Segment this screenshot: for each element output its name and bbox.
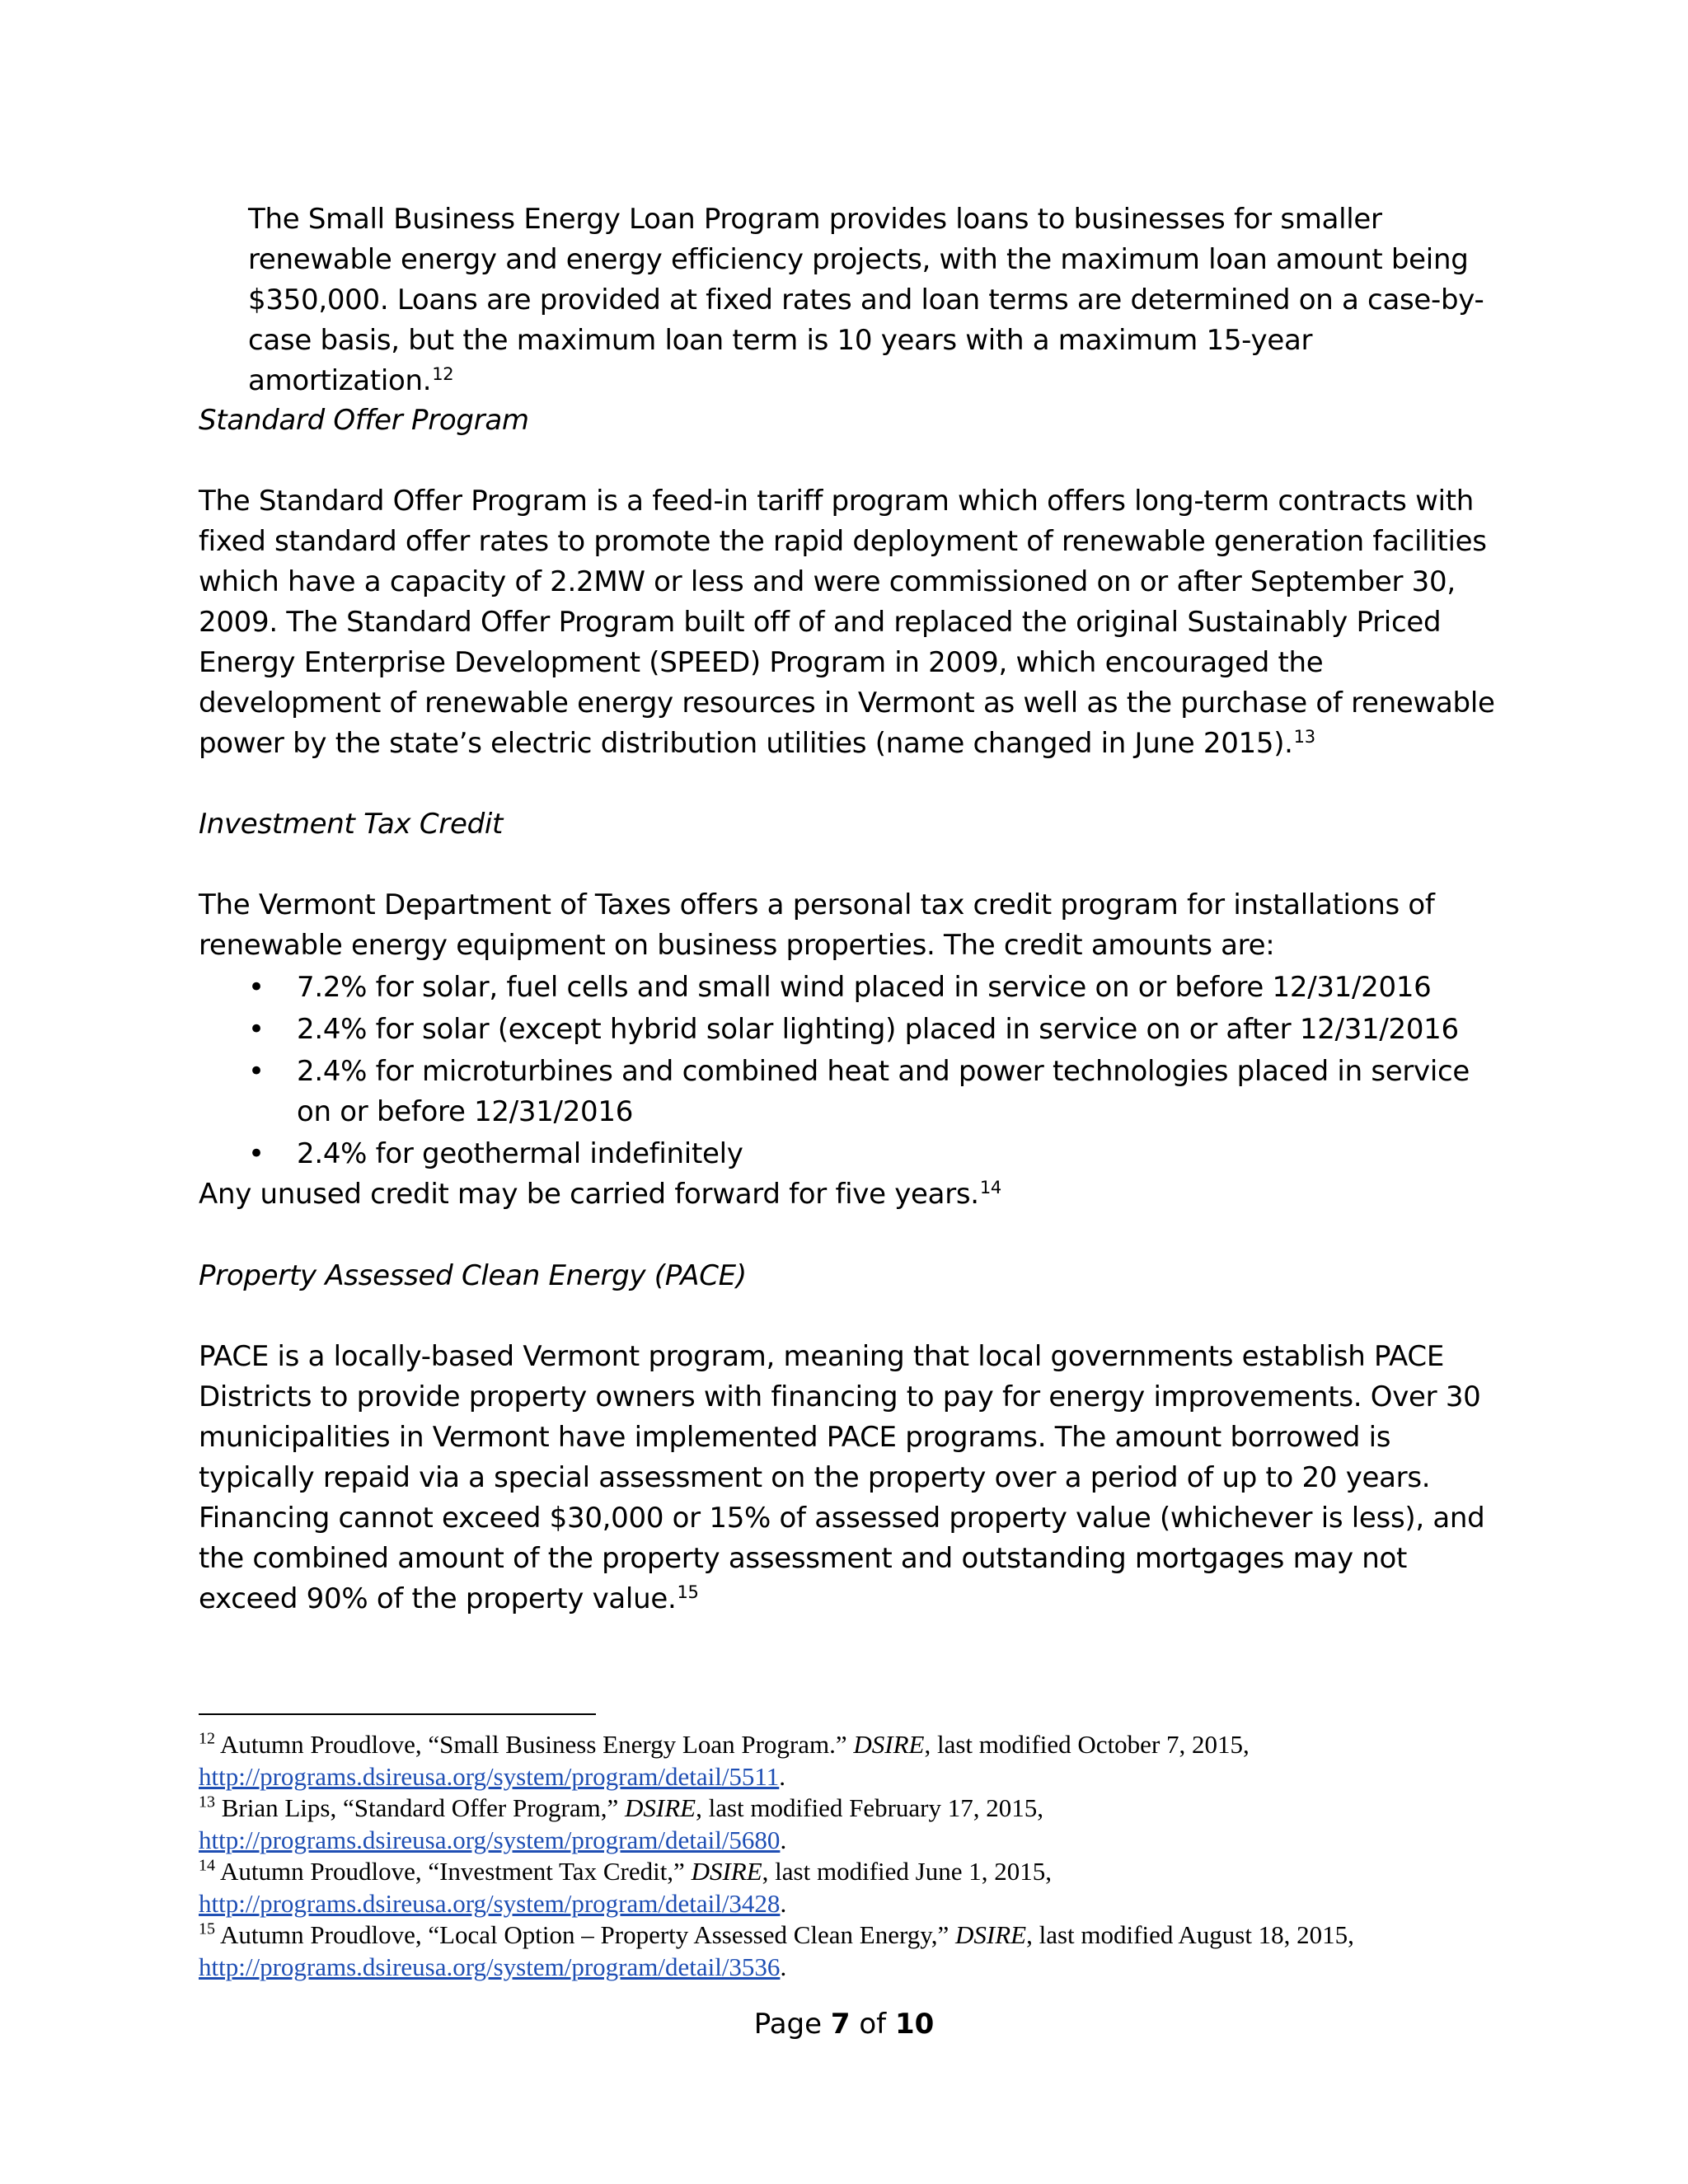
pace-paragraph	[199, 1337, 1501, 1619]
footnote-source: DSIRE	[625, 1793, 696, 1822]
footnote-ref-15[interactable]: 15	[677, 1582, 699, 1602]
footnote-ref-14[interactable]: 14	[979, 1177, 1001, 1197]
footnote-ref-12[interactable]: 12	[432, 363, 454, 384]
footnote-citation: Autumn Proudlove, “Local Option – Property Assessed Clean Energy,”	[220, 1920, 950, 1949]
investment-tax-credit-heading: Investment Tax Credit	[199, 808, 504, 841]
footnote-modified: , last modified February 17, 2015,	[696, 1793, 1043, 1822]
tax-credit-closing	[199, 1174, 1501, 1215]
list-item: • 2.4% for microturbines and combined heat and power technologies placed in service on or before 12/31/2016	[199, 1052, 1501, 1132]
closing-text: Any unused credit may be carried forward for five years.	[199, 1178, 979, 1211]
footnote-15: $^{15}$ Autumn Proudlove, “Local Option – Property Assessed Clean Energy,” DSIRE, last modified August 18, 2015, http://programs.dsireusa.org/system/program/detail/3536.	[199, 1919, 1354, 1981]
footnote-ref-13[interactable]: 13	[1293, 726, 1315, 747]
footnote-12: $^{12}$ Autumn Proudlove, “Small Business Energy Loan Program.” DSIRE, last modified October 7, 2015, http://programs.dsireusa.org/system/program/detail/5511.	[199, 1729, 1250, 1791]
credit-amounts-list	[199, 968, 1501, 1174]
list-item: • 2.4% for solar (except hybrid solar lighting) placed in service on or after 12/31/2016	[199, 1010, 1501, 1050]
footnote-separator	[199, 1713, 596, 1715]
footnote-modified: , last modified August 18, 2015,	[1026, 1920, 1354, 1949]
list-item: • 7.2% for solar, fuel cells and small wind placed in service on or before 12/31/2016	[199, 968, 1501, 1008]
page-number	[0, 2004, 1688, 2045]
footnote-number: 15	[199, 1919, 215, 1938]
current-page: 7	[830, 2008, 851, 2041]
footnote-number: 14	[199, 1856, 215, 1875]
footnote-modified: , last modified June 1, 2015,	[762, 1857, 1052, 1886]
footnote-link[interactable]: http://programs.dsireusa.org/system/program/detail/5680	[199, 1825, 781, 1854]
footnote-source: DSIRE	[955, 1920, 1027, 1949]
footnote-13: $^{13}$ Brian Lips, “Standard Offer Program,” DSIRE, last modified February 17, 2015, http://programs.dsireusa.org/system/program/detail/5680.	[199, 1793, 1043, 1854]
footnotes	[199, 1729, 1501, 1983]
footnote-number: 12	[199, 1729, 215, 1748]
page-label: Page	[753, 2008, 823, 2041]
footnote-link[interactable]: http://programs.dsireusa.org/system/program/detail/3536	[199, 1952, 781, 1981]
footnote-link[interactable]: http://programs.dsireusa.org/system/program/detail/3428	[199, 1888, 781, 1918]
footnote-modified: , last modified October 7, 2015,	[924, 1730, 1250, 1759]
standard-offer-heading: Standard Offer Program	[199, 404, 529, 437]
footnote-14: $^{14}$ Autumn Proudlove, “Investment Tax Credit,” DSIRE, last modified June 1, 2015, http://programs.dsireusa.org/system/program/detail/3428.	[199, 1856, 1052, 1918]
pace-heading: Property Assessed Clean Energy (PACE)	[199, 1259, 747, 1292]
standard-offer-paragraph	[199, 481, 1501, 764]
page-of-label: of	[859, 2008, 887, 2041]
investment-tax-credit-section	[199, 885, 1501, 1215]
footnote-number: 13	[199, 1793, 215, 1811]
footnote-source: DSIRE	[853, 1730, 925, 1759]
footnote-citation: Autumn Proudlove, “Investment Tax Credit,”	[220, 1857, 685, 1886]
total-pages: 10	[894, 2008, 935, 2041]
footnote-link[interactable]: http://programs.dsireusa.org/system/program/detail/5511	[199, 1761, 780, 1791]
tax-credit-intro: The Vermont Department of Taxes offers a personal tax credit program for installations of renewable energy equipment on business properties. The credit amounts are:	[199, 888, 1435, 962]
footnote-citation: Brian Lips, “Standard Offer Program,”	[221, 1793, 619, 1822]
footnote-source: DSIRE	[691, 1857, 762, 1886]
small-business-loan-paragraph	[248, 199, 1501, 401]
paragraph-text: The Small Business Energy Loan Program provides loans to businesses for smaller renewable energy and energy efficiency projects, with the maximum loan amount being $350,000. Loans are provided at fixed rates and loan terms are determined on a case-by-case basis, but the maximum loan term is 10 years with a maximum 15-year amortization.	[248, 203, 1484, 397]
footnote-citation: Autumn Proudlove, “Small Business Energy Loan Program.”	[220, 1730, 847, 1759]
list-item: • 2.4% for geothermal indefinitely	[199, 1134, 1501, 1174]
paragraph-text: The Standard Offer Program is a feed-in tariff program which offers long-term contracts with fixed standard offer rates to promote the rapid deployment of renewable generation facilities which have a capacity of 2.2MW or less and were commissioned on or after September 30, 2009. The Standard Offer Program built off of and replaced the original Sustainably Priced Energy Enterprise Development (SPEED) Program in 2009, which encouraged the development of renewable energy resources in Vermont as well as the purchase of renewable power by the state’s electric distribution utilities (name changed in June 2015).	[199, 485, 1495, 760]
paragraph-text: PACE is a locally-based Vermont program, meaning that local governments establish PACE Districts to provide property owners with financing to pay for energy improvements. Over 30 municipalities in Vermont have implemented PACE programs. The amount borrowed is typically repaid via a special assessment on the property over a period of up to 20 years. Financing cannot exceed $30,000 or 15% of assessed property value (whichever is less), and the combined amount of the property assessment and outstanding mortgages may not exceed 90% of the property value.	[199, 1340, 1485, 1615]
